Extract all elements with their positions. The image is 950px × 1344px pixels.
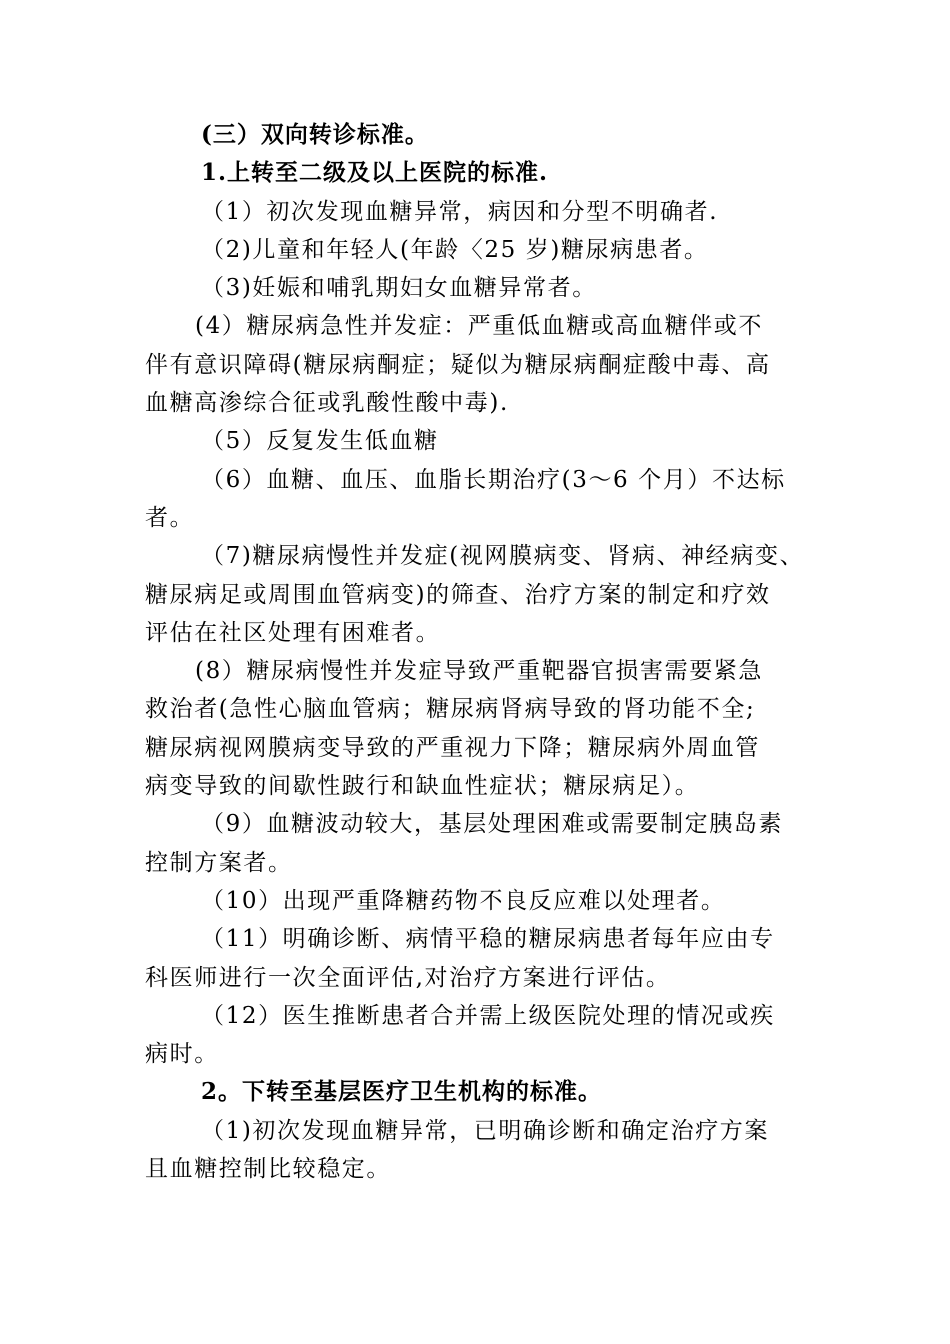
paragraph-line: 糖尿病视网膜病变导致的严重视力下降；糖尿病外周血管 [145,734,760,761]
paragraph-line: 病时。 [145,1041,219,1068]
paragraph-line: 救治者(急性心脑血管病；糖尿病肾病导致的肾功能不全; [145,696,756,723]
paragraph-line: （1)初次发现血糖异常，已明确诊断和确定治疗方案 [201,1117,770,1144]
paragraph-line: (8）糖尿病慢性并发症导致严重靶器官损害需要紧急 [195,658,764,685]
subsection-heading: 2。下转至基层医疗卫生机构的标准。 [201,1078,603,1106]
paragraph-line: 科医师进行一次全面评估,对治疗方案进行评估。 [145,964,671,991]
paragraph-line: 控制方案者。 [145,849,293,876]
paragraph-line: 者。 [145,504,195,531]
paragraph-line: （9）血糖波动较大，基层处理困难或需要制定胰岛素 [201,811,784,838]
paragraph-line: （2)儿童和年轻人(年龄〈25 岁)糖尿病患者。 [201,236,709,263]
paragraph-line: 糖尿病足或周围血管病变)的筛查、治疗方案的制定和疗效 [145,581,771,608]
paragraph-line: 伴有意识障碍(糖尿病酮症；疑似为糖尿病酮症酸中毒、高 [145,351,771,378]
paragraph-line: (4）糖尿病急性并发症：严重低血糖或高血糖伴或不 [195,313,764,340]
subsection-heading: 1.上转至二级及以上医院的标准. [201,159,549,187]
paragraph-line: （3)妊娠和哺乳期妇女血糖异常者。 [201,275,597,302]
paragraph-line: 血糖高渗综合征或乳酸性酸中毒). [145,390,509,417]
paragraph-line: （12）医生推断患者合并需上级医院处理的情况或疾 [201,1002,775,1029]
paragraph-line: 且血糖控制比较稳定。 [145,1156,391,1183]
paragraph-line: 病变导致的间歇性跛行和缺血性症状；糖尿病足）。 [145,773,700,800]
paragraph-line: （5）反复发生低血糖 [201,428,439,455]
paragraph-line: （6）血糖、血压、血脂长期治疗(3～6 个月）不达标 [201,466,786,493]
paragraph-line: （1）初次发现血糖异常，病因和分型不明确者. [201,198,719,225]
paragraph-line: （11）明确诊断、病情平稳的糖尿病患者每年应由专 [201,926,775,953]
section-heading: (三）双向转诊标准。 [201,121,429,148]
paragraph-line: （7)糖尿病慢性并发症(视网膜病变、肾病、神经病变、 [201,543,805,570]
document-body [145,116,807,1188]
paragraph-line: 评估在社区处理有困难者。 [145,619,441,646]
paragraph-line: （10）出现严重降糖药物不良反应难以处理者。 [201,887,726,914]
